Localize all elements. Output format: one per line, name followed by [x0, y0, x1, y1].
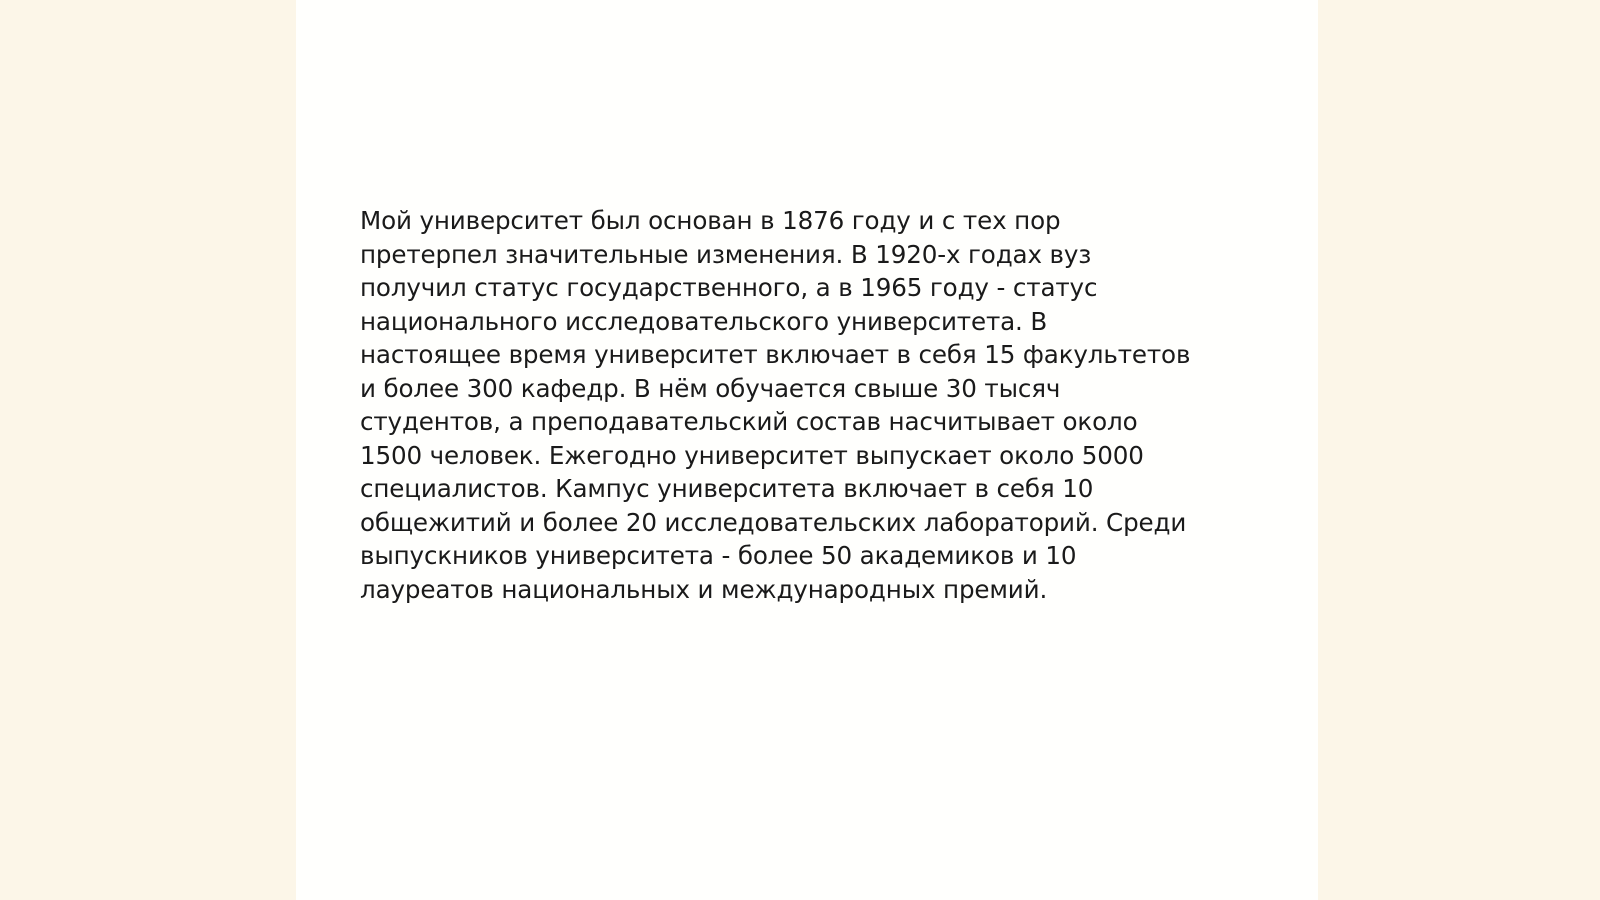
paragraph-line: студентов, а преподавательский состав насчитывает около [360, 407, 1138, 436]
paragraph-line: Мой университет был основан в 1876 году и с тех пор [360, 206, 1061, 235]
paragraph-line: специалистов. Кампус университета включает в себя 10 [360, 474, 1094, 503]
paragraph-line: 1500 человек. Ежегодно университет выпускает около 5000 [360, 440, 1144, 470]
paragraph-line: претерпел значительные изменения. В 1920-х годах вуз [360, 239, 1092, 269]
paragraph-line: лауреатов национальных и международных премий. [360, 574, 1048, 604]
paragraph-line: настоящее время университет включает в себя 15 факультетов [360, 340, 1191, 369]
paragraph-line: общежитий и более 20 исследовательских лабораторий. Среди [360, 507, 1187, 537]
body-paragraph [360, 204, 1250, 606]
document-page [296, 0, 1318, 900]
paragraph-line: и более 300 кафедр. В нём обучается свыше 30 тысяч [360, 373, 1061, 403]
paragraph-line: выпускников университета - более 50 академиков и 10 [360, 541, 1077, 570]
paragraph-line: получил статус государственного, а в 1965 году - статус [360, 273, 1098, 302]
paragraph-line: национального исследовательского университета. В [360, 306, 1048, 336]
